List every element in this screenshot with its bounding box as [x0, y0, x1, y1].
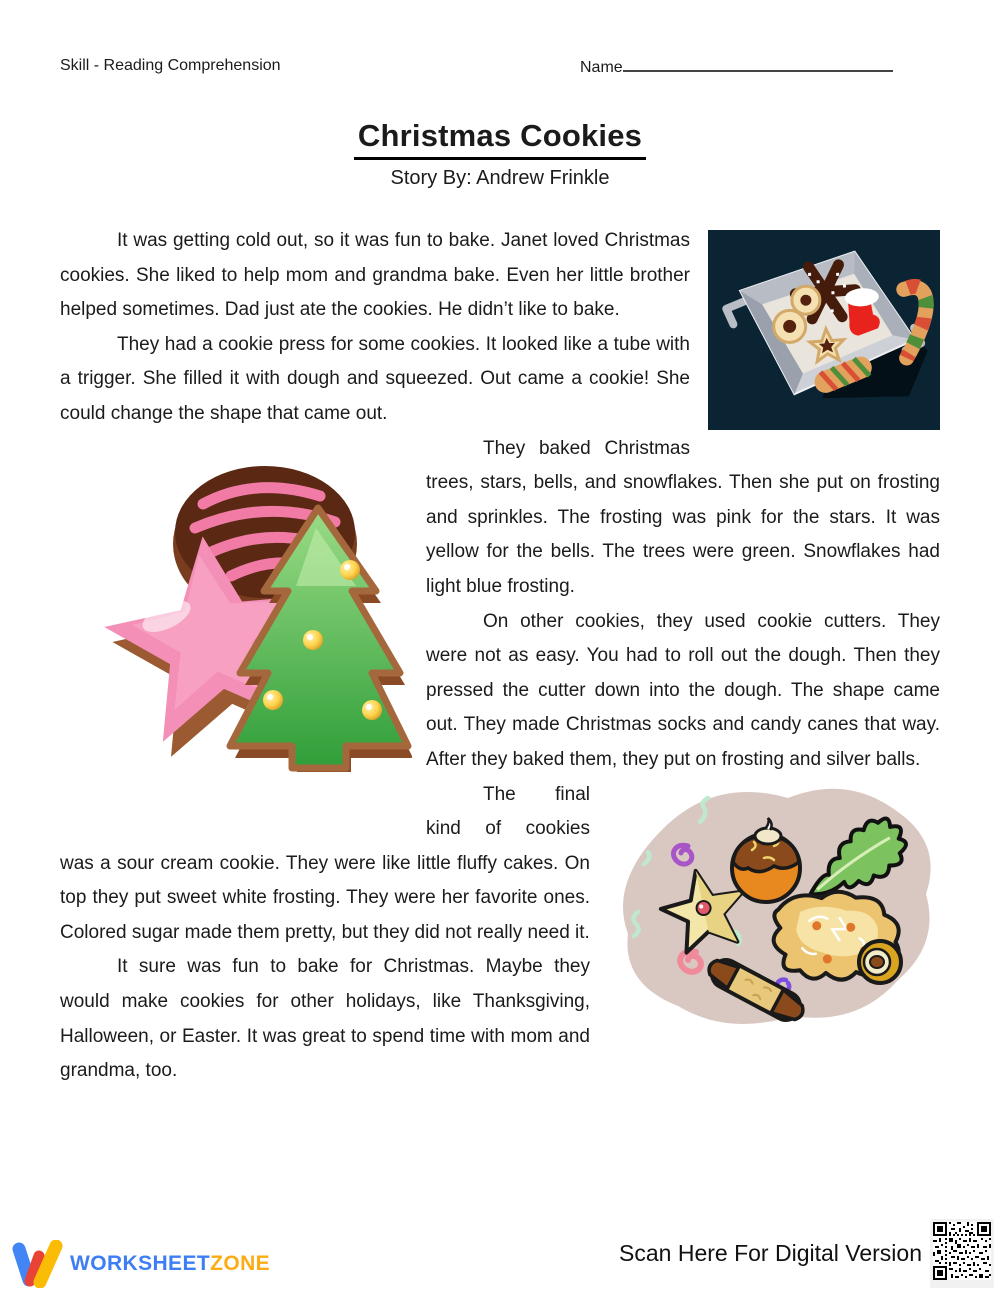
star-tree-cookies-illustration [60, 442, 412, 818]
story-paragraph-2: They had a cookie press for some cookies. It looked like a tube with a trigger. She filled it with dough and squeezed. Out came a cookie! She could change the shape that came out. [60, 333, 690, 424]
star-tree-cookies-svg [60, 442, 412, 772]
name-blank-line [623, 57, 893, 72]
cookie-tray-illustration [708, 230, 940, 438]
scan-cta [619, 1219, 994, 1288]
cookie-tray-svg [708, 230, 940, 430]
scan-text: Scan Here For Digital Version [619, 1240, 922, 1266]
name-label: Name [580, 59, 623, 76]
story-body [60, 224, 940, 1089]
name-field [580, 57, 893, 77]
story-paragraph-3: They baked Christmas trees, stars, bells, and snowflakes. Then she put on frosting and sprinkles. The frosting was pink for the stars. It was yellow for the bells. The trees were green. Snowflakes had light blue frosting. [426, 437, 940, 597]
assorted-cookies-clipart [608, 784, 940, 1068]
byline: Story By: Andrew Frinkle [390, 167, 610, 189]
brand-worksheet: WORKSHEET [70, 1252, 211, 1275]
page-title: Christmas Cookies [354, 118, 646, 160]
story-paragraph-1: It was getting cold out, so it was fun to bake. Janet loved Christmas cookies. She liked to help mom and grandma bake. Even her little brother helped sometimes. Dad just ate the cookies. He didn’t like to bake. [60, 230, 690, 321]
worksheetzone-logo [10, 1240, 270, 1288]
brand-zone: ZONE [210, 1252, 271, 1275]
story-paragraph-5: The final kind of cookies was a sour cream cookie. They were like little fluffy cakes. On top they put sweet white frosting. They were her favorite ones. Colored sugar made them pretty, but they did not really need it. [60, 783, 590, 943]
story-paragraph-6: It sure was fun to bake for Christmas. Maybe they would make cookies for other holidays, like Thanksgiving, Halloween, or Easter. It was great to spend time with mom and grandma, too. [60, 956, 590, 1082]
qr-code-svg [933, 1222, 991, 1280]
assorted-cookies-svg [608, 784, 940, 1036]
qr-code [930, 1219, 994, 1288]
page-header [60, 55, 940, 79]
story-paragraph-4: On other cookies, they used cookie cutters. They were not as easy. You had to roll out the dough. Then they pressed the cutter down into the dough. The shape came out. They made Christmas socks and candy canes that way. After they baked them, they put on frosting and silver balls. [426, 610, 940, 770]
title-block [0, 118, 1000, 190]
worksheetzone-w-icon [10, 1240, 64, 1288]
skill-label: Skill - Reading Comprehension [60, 57, 281, 74]
